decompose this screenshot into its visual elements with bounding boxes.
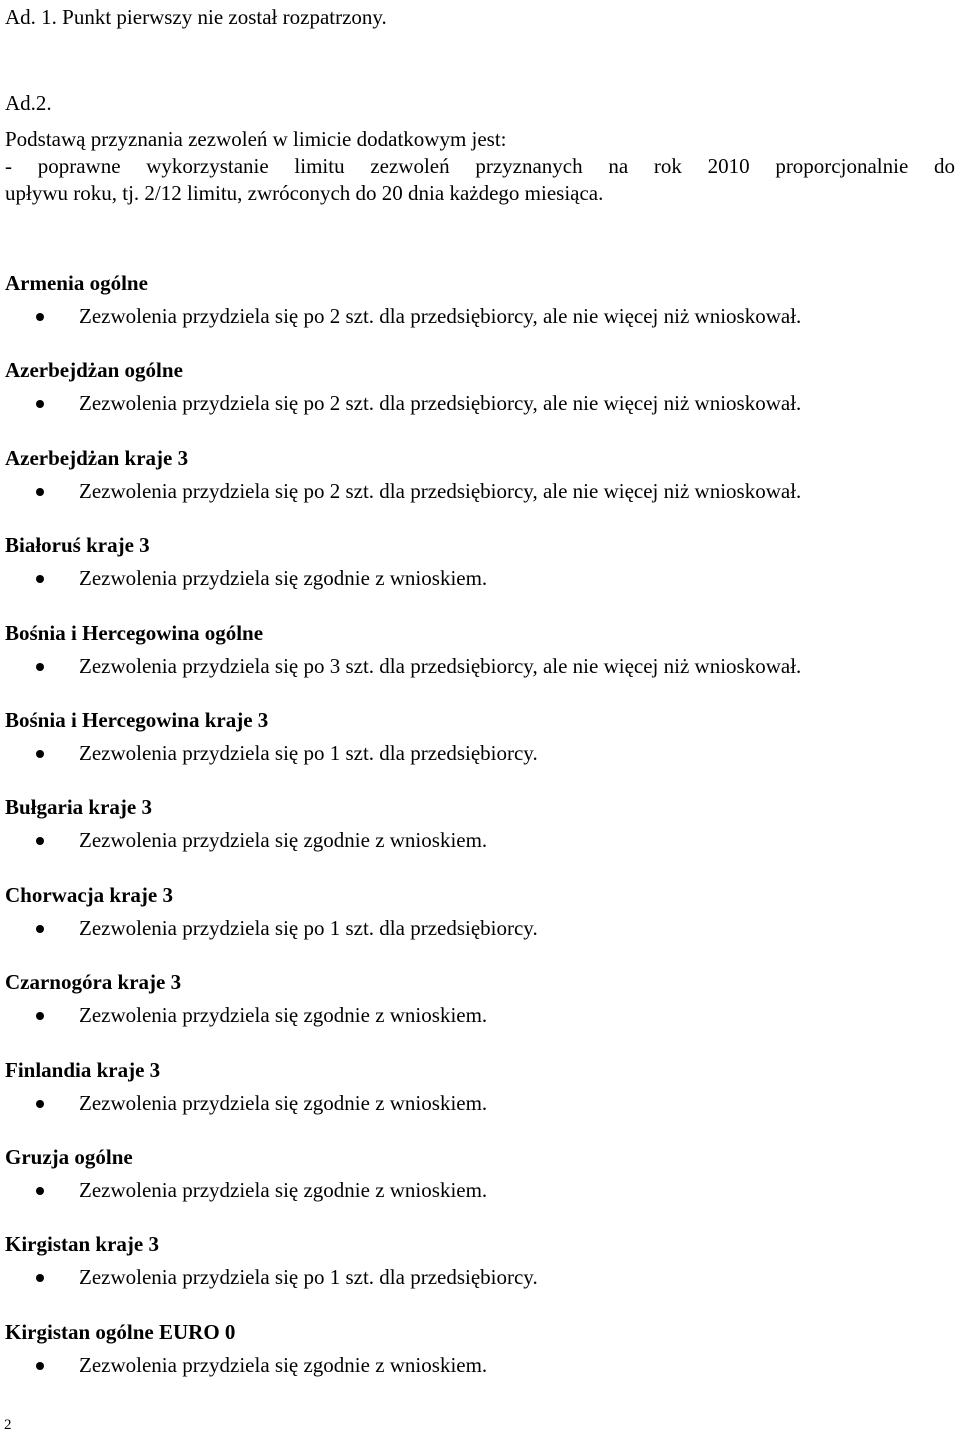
permit-entry <box>5 357 955 444</box>
permit-entry <box>5 882 955 969</box>
bullet-dot-icon <box>36 488 44 496</box>
permit-entry <box>5 1319 955 1406</box>
entry-title: Czarnogóra kraje 3 <box>5 970 182 995</box>
entry-text: Zezwolenia przydziela się po 1 szt. dla przedsiębiorcy. <box>79 740 538 765</box>
entry-text: Zezwolenia przydziela się po 3 szt. dla przedsiębiorcy, ale nie więcej niż wnioskował. <box>79 653 802 678</box>
bullet-dot-icon <box>36 1274 44 1282</box>
entry-title: Armenia ogólne <box>5 271 148 295</box>
entry-title: Kirgistan kraje 3 <box>5 1232 159 1257</box>
permit-entry <box>5 532 955 619</box>
bullet-dot-icon <box>36 1187 44 1195</box>
entry-title: Azerbejdżan kraje 3 <box>5 445 189 470</box>
entry-title: Finlandia kraje 3 <box>5 1057 161 1082</box>
bullet-dot-icon <box>36 575 44 583</box>
permit-entries-list <box>5 270 955 1406</box>
permit-entry <box>5 707 955 794</box>
bullet-dot-icon <box>36 1100 44 1108</box>
bullet-dot-icon <box>36 400 44 408</box>
entry-text: Zezwolenia przydziela się zgodnie z wnioskiem. <box>79 566 488 591</box>
entry-title: Chorwacja kraje 3 <box>5 882 173 907</box>
bullet-dot-icon <box>36 925 44 933</box>
permit-entry <box>5 1057 955 1144</box>
entry-text: Zezwolenia przydziela się zgodnie z wnioskiem. <box>79 1003 488 1028</box>
page-number: 2 <box>4 1417 12 1433</box>
entry-text: Zezwolenia przydziela się zgodnie z wnioskiem. <box>79 1177 488 1202</box>
entry-title: Gruzja ogólne <box>5 1144 133 1169</box>
intro-paragraph <box>5 126 955 207</box>
permit-entry <box>5 969 955 1056</box>
entry-text: Zezwolenia przydziela się zgodnie z wnioskiem. <box>79 1352 488 1377</box>
entry-text: Zezwolenia przydziela się po 2 szt. dla przedsiębiorcy, ale nie więcej niż wnioskował. <box>79 391 802 416</box>
entry-text: Zezwolenia przydziela się zgodnie z wnioskiem. <box>79 828 488 853</box>
intro-line: - poprawne wykorzystanie limitu zezwoleń przyznanych na rok 2010 proporcjonalnie do <box>5 154 955 178</box>
entry-text: Zezwolenia przydziela się po 2 szt. dla przedsiębiorcy, ale nie więcej niż wnioskował. <box>79 478 802 503</box>
entry-title: Kirgistan ogólne EURO 0 <box>5 1319 236 1344</box>
permit-entry <box>5 620 955 707</box>
entry-text: Zezwolenia przydziela się zgodnie z wnioskiem. <box>79 1090 488 1115</box>
entry-title: Bośnia i Hercegowina ogólne <box>5 620 264 645</box>
permit-entry <box>5 270 955 357</box>
bullet-dot-icon <box>36 1362 44 1370</box>
bullet-dot-icon <box>36 663 44 671</box>
intro-line: Podstawą przyznania zezwoleń w limicie dodatkowym jest: <box>5 127 507 151</box>
bullet-dot-icon <box>36 837 44 845</box>
item-1-text: Ad. 1. Punkt pierwszy nie został rozpatrzony. <box>5 5 387 29</box>
bullet-dot-icon <box>36 750 44 758</box>
entry-text: Zezwolenia przydziela się po 1 szt. dla przedsiębiorcy. <box>79 1265 538 1290</box>
bullet-dot-icon <box>36 313 44 321</box>
entry-text: Zezwolenia przydziela się po 1 szt. dla przedsiębiorcy. <box>79 915 538 940</box>
permit-entry <box>5 1231 955 1318</box>
bullet-dot-icon <box>36 1012 44 1020</box>
entry-title: Azerbejdżan ogólne <box>5 358 183 383</box>
permit-entry <box>5 794 955 881</box>
entry-text: Zezwolenia przydziela się po 2 szt. dla przedsiębiorcy, ale nie więcej niż wnioskował. <box>79 304 802 328</box>
permit-entry <box>5 1144 955 1231</box>
intro-line: upływu roku, tj. 2/12 limitu, zwróconych do 20 dnia każdego miesiąca. <box>5 181 604 205</box>
entry-title: Białoruś kraje 3 <box>5 533 150 558</box>
permit-entry <box>5 445 955 532</box>
entry-title: Bułgaria kraje 3 <box>5 795 152 820</box>
item-2-heading: Ad.2. <box>5 91 52 115</box>
entry-title: Bośnia i Hercegowina kraje 3 <box>5 707 269 732</box>
